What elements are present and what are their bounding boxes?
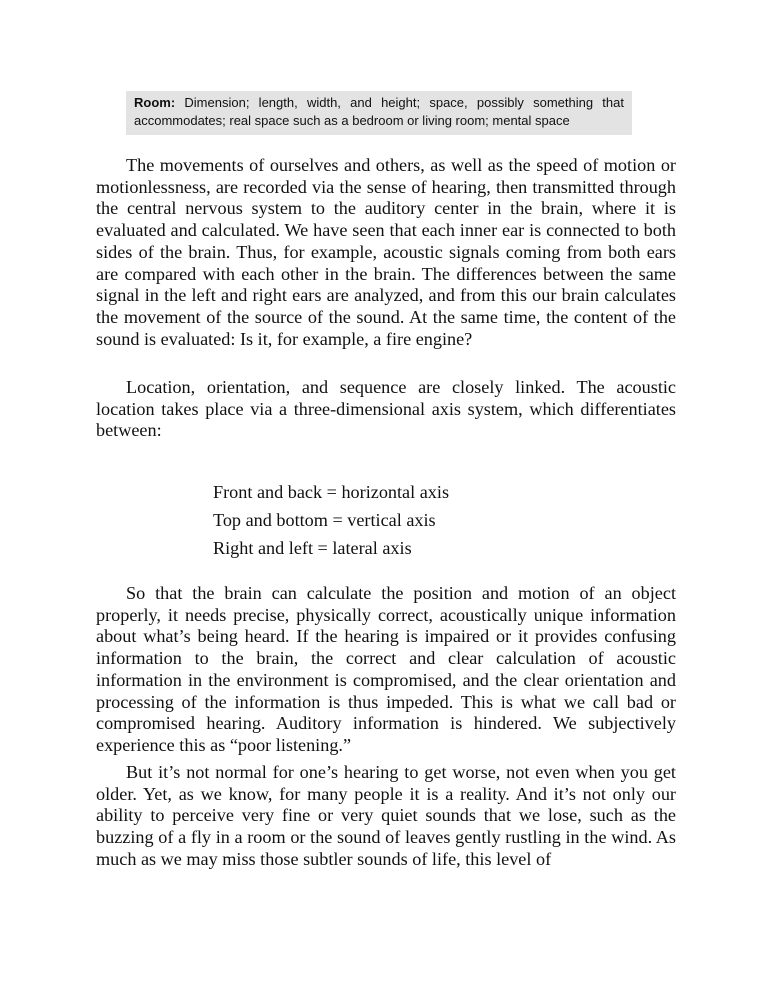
paragraph-brain-calculation: So that the brain can calculate the position and motion of an object properly, it needs precise, physically correct, acoustically unique information about what’s being heard. If the hearing is impaired or it provides confusing information to the brain, the correct and clear calculation of acoustic information in the environment is compromised, and the clear orientation and processing of the information is thus impeded. This is what we call bad or compromised hearing. Auditory information is hindered. We subjectively experience this as “poor listening.” <box>96 583 676 755</box>
axis-list <box>213 478 449 562</box>
definition-text: Dimension; length, width, and height; space, possibly something that accommodates; real space such as a bedroom or living room; mental space <box>134 95 624 128</box>
axis-item-vertical: Top and bottom = vertical axis <box>213 510 436 530</box>
paragraph-block-3 <box>96 583 676 757</box>
definition-box <box>126 91 632 135</box>
paragraph-block-2 <box>96 377 676 442</box>
paragraph-movements: The movements of ourselves and others, as well as the speed of motion or motionlessness, are recorded via the sense of hearing, then transmitted through the central nervous system to the auditory center in the brain, where it is evaluated and calculated. We have seen that each inner ear is connected to both sides of the brain. Thus, for example, acoustic signals coming from both ears are compared with each other in the brain. The differences between the same signal in the left and right ears are analyzed, and from this our brain calculates the movement of the source of the sound. At the same time, the content of the sound is evaluated: Is it, for example, a fire engine? <box>96 155 676 349</box>
paragraph-location: Location, orientation, and sequence are closely linked. The acoustic location takes place via a three-dimensional axis system, which differentiates between: <box>96 377 676 441</box>
paragraph-block-4 <box>96 762 676 871</box>
paragraph-block-1 <box>96 155 676 350</box>
paragraph-hearing-decline: But it’s not normal for one’s hearing to get worse, not even when you get older. Yet, as we know, for many people it is a reality. And it’s not only our ability to perceive very fine or very quiet sounds that we lose, such as the buzzing of a fly in a room or the sound of leaves gently rustling in the wind. As much as we may miss those subtler sounds of life, this level of <box>96 762 676 869</box>
axis-item-horizontal: Front and back = horizontal axis <box>213 482 450 502</box>
definition-term: Room: <box>134 95 176 110</box>
axis-item-lateral: Right and left = lateral axis <box>213 538 412 558</box>
